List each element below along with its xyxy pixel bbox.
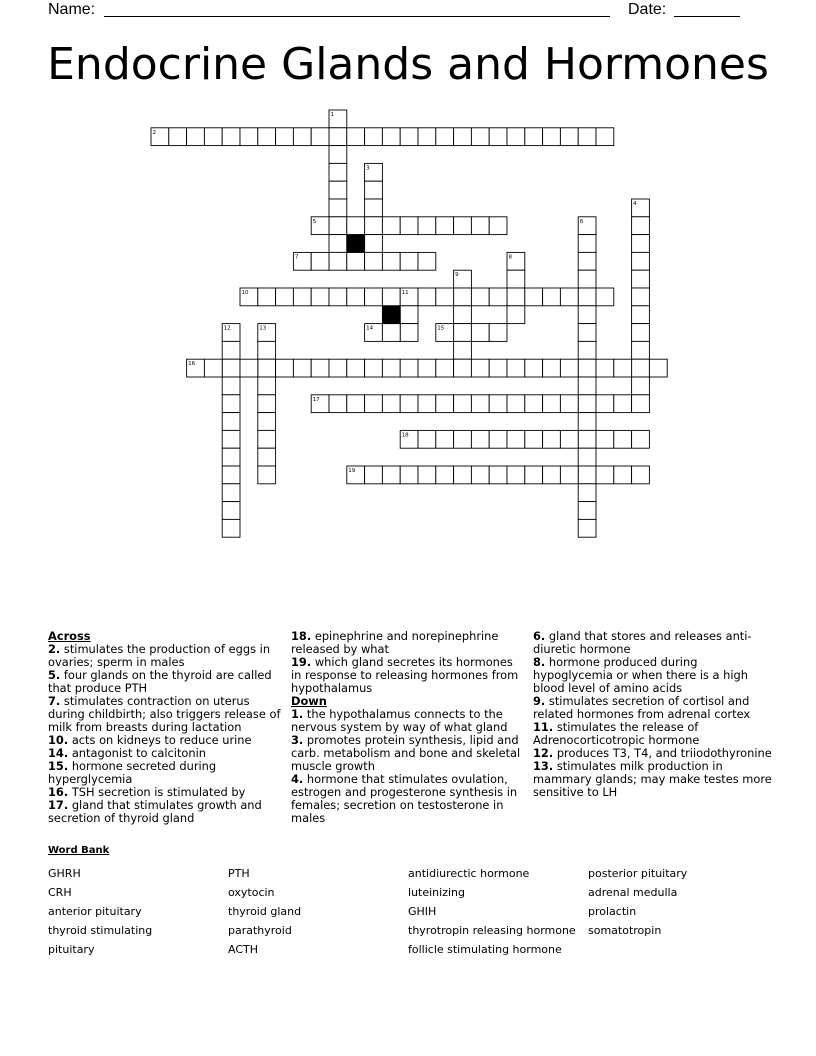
- clue-number-label: 11: [401, 290, 409, 296]
- grid-cell[interactable]: [400, 324, 418, 342]
- grid-cell[interactable]: [258, 413, 276, 431]
- clue-number-label: 6: [579, 218, 584, 225]
- word-bank-column-3: [408, 864, 576, 959]
- word-bank-title: Word Bank: [48, 845, 110, 856]
- grid-cell[interactable]: [596, 430, 614, 448]
- grid-cell[interactable]: [578, 413, 596, 431]
- word-bank-column-4: [588, 864, 687, 940]
- word-bank-item: antidiurectic hormone: [408, 867, 530, 880]
- grid-cell[interactable]: [489, 359, 507, 377]
- grid-cell[interactable]: [382, 128, 400, 146]
- grid-cell[interactable]: [329, 395, 347, 413]
- word-bank-item: GHIH: [408, 905, 437, 918]
- word-bank-item: oxytocin: [228, 886, 275, 899]
- grid-cell[interactable]: [222, 359, 240, 377]
- clues-column-1: [48, 630, 286, 825]
- grid-cell[interactable]: [489, 395, 507, 413]
- grid-cell[interactable]: [454, 466, 472, 484]
- grid-cell[interactable]: [365, 199, 383, 217]
- grid-cell[interactable]: [276, 288, 294, 306]
- word-bank-item: PTH: [228, 867, 250, 880]
- clue-down-4: 4. hormone that stimulates ovulation, estrogen and progesterone synthesis in females; secretion on testosterone in males: [291, 772, 518, 825]
- grid-cell[interactable]: [222, 395, 240, 413]
- grid-cell[interactable]: [382, 359, 400, 377]
- grid-cell[interactable]: [507, 288, 525, 306]
- grid-cell[interactable]: [614, 395, 632, 413]
- word-bank-item: somatotropin: [588, 924, 662, 937]
- word-bank-item: prolactin: [588, 905, 637, 918]
- clue-number-label: 13: [259, 325, 267, 332]
- grid-cell[interactable]: [632, 288, 650, 306]
- clue-across-7: 7. stimulates contraction on uterus during childbirth; also triggers release of milk from breasts during lactation: [48, 694, 281, 734]
- grid-cell[interactable]: [222, 413, 240, 431]
- clue-down-6: 6. gland that stores and releases anti-diuretic hormone: [533, 629, 752, 656]
- clue-number-label: 12: [223, 325, 231, 332]
- grid-cell[interactable]: [222, 502, 240, 520]
- grid-cell[interactable]: [525, 430, 543, 448]
- grid-cell[interactable]: [632, 395, 650, 413]
- grid-cell[interactable]: [454, 128, 472, 146]
- grid-cell[interactable]: [382, 324, 400, 342]
- grid-cell[interactable]: [365, 252, 383, 270]
- grid-cell[interactable]: [222, 484, 240, 502]
- word-bank-item: posterior pituitary: [588, 867, 688, 880]
- grid-cell[interactable]: [471, 128, 489, 146]
- grid-cell[interactable]: [347, 359, 365, 377]
- grid-cell[interactable]: [596, 466, 614, 484]
- grid-cell[interactable]: [276, 128, 294, 146]
- grid-cell[interactable]: [365, 395, 383, 413]
- grid-cell[interactable]: [489, 324, 507, 342]
- clue-number-label: 3: [366, 165, 370, 172]
- date-label: Date:: [628, 1, 667, 18]
- grid-cell[interactable]: [632, 341, 650, 359]
- grid-cell[interactable]: [507, 359, 525, 377]
- grid-cell[interactable]: [365, 128, 383, 146]
- grid-cell[interactable]: [347, 252, 365, 270]
- grid-cell[interactable]: [418, 395, 436, 413]
- grid-cell[interactable]: [347, 288, 365, 306]
- grid-cell[interactable]: [258, 377, 276, 395]
- grid-cell[interactable]: [311, 128, 329, 146]
- grid-cell[interactable]: [222, 377, 240, 395]
- clue-number-label: 19: [348, 468, 356, 474]
- clue-number-label: 8: [508, 254, 512, 261]
- grid-cell[interactable]: [365, 359, 383, 377]
- clue-across-2: 2. stimulates the production of eggs in ovaries; sperm in males: [48, 642, 271, 669]
- grid-cell[interactable]: [596, 128, 614, 146]
- grid-cell[interactable]: [489, 288, 507, 306]
- grid-cell[interactable]: [222, 519, 240, 537]
- grid-cell[interactable]: [560, 359, 578, 377]
- grid-cell[interactable]: [578, 377, 596, 395]
- clue-number-label: 5: [312, 218, 317, 225]
- clue-across-19: 19. which gland secretes its hormones in response to releasing hormones from hypothalamus: [291, 655, 519, 695]
- word-bank-item: thyroid gland: [228, 905, 302, 918]
- grid-cell[interactable]: [525, 395, 543, 413]
- name-label: Name:: [48, 1, 96, 18]
- grid-cell[interactable]: [632, 324, 650, 342]
- clue-number-label: 9: [455, 272, 459, 279]
- grid-cell[interactable]: [436, 288, 454, 306]
- clue-number-label: 10: [241, 290, 249, 296]
- grid-cell[interactable]: [578, 324, 596, 342]
- word-bank-item: ACTH: [228, 943, 259, 956]
- clue-number-label: 4: [633, 201, 637, 207]
- word-bank-item: adrenal medulla: [588, 886, 678, 899]
- grid-cell[interactable]: [543, 359, 561, 377]
- grid-cell[interactable]: [311, 359, 329, 377]
- clue-number-label: 14: [366, 325, 374, 332]
- grid-cell[interactable]: [489, 128, 507, 146]
- grid-cell[interactable]: [400, 217, 418, 235]
- grid-cell[interactable]: [507, 430, 525, 448]
- grid-cell[interactable]: [560, 430, 578, 448]
- grid-cell[interactable]: [400, 128, 418, 146]
- grid-cell[interactable]: [436, 128, 454, 146]
- grid-cell[interactable]: [632, 377, 650, 395]
- grid-cell[interactable]: [578, 395, 596, 413]
- grid-cell[interactable]: [596, 288, 614, 306]
- grid-cell[interactable]: [418, 359, 436, 377]
- clue-down-12: 12. produces T3, T4, and triiodothyronine: [533, 746, 772, 760]
- clue-down-9: 9. stimulates secretion of cortisol and related hormones from adrenal cortex: [533, 694, 751, 721]
- grid-cell[interactable]: [418, 128, 436, 146]
- grid-cell[interactable]: [454, 341, 472, 359]
- grid-cell[interactable]: [382, 252, 400, 270]
- grid-cell[interactable]: [347, 128, 365, 146]
- grid-cell[interactable]: [632, 466, 650, 484]
- grid-cell[interactable]: [489, 466, 507, 484]
- grid-cell[interactable]: [507, 128, 525, 146]
- word-bank-column-1: [48, 864, 152, 959]
- grid-cell[interactable]: [454, 395, 472, 413]
- clue-down-3: 3. promotes protein synthesis, lipid and carb. metabolism and bone and skeletal muscle growth: [291, 733, 521, 773]
- grid-cell[interactable]: [329, 163, 347, 181]
- grid-cell[interactable]: [382, 288, 400, 306]
- grid-cell[interactable]: [578, 306, 596, 324]
- clues-column-3: [533, 630, 773, 799]
- grid-cell[interactable]: [204, 359, 222, 377]
- word-bank-item: thyrotropin releasing hormone: [408, 924, 576, 937]
- grid-cell[interactable]: [436, 359, 454, 377]
- grid-cell[interactable]: [222, 448, 240, 466]
- grid-cell[interactable]: [400, 466, 418, 484]
- clue-number-label: 17: [312, 396, 320, 403]
- grid-cell[interactable]: [507, 270, 525, 288]
- grid-cell[interactable]: [329, 217, 347, 235]
- grid-cell[interactable]: [347, 395, 365, 413]
- grid-cell[interactable]: [560, 466, 578, 484]
- word-bank-item: GHRH: [48, 867, 81, 880]
- grid-cell[interactable]: [578, 341, 596, 359]
- grid-cell[interactable]: [596, 395, 614, 413]
- grid-cell[interactable]: [632, 270, 650, 288]
- grid-cell[interactable]: [347, 217, 365, 235]
- grid-cell[interactable]: [489, 217, 507, 235]
- grid-cell[interactable]: [418, 252, 436, 270]
- grid-cell[interactable]: [400, 359, 418, 377]
- grid-cell[interactable]: [454, 324, 472, 342]
- grid-cell[interactable]: [614, 466, 632, 484]
- grid-cell[interactable]: [258, 430, 276, 448]
- clue-number-label: 15: [437, 325, 445, 332]
- grid-cell[interactable]: [632, 217, 650, 235]
- grid-cell[interactable]: [525, 128, 543, 146]
- grid-cell[interactable]: [454, 217, 472, 235]
- grid-cell[interactable]: [543, 288, 561, 306]
- grid-cell[interactable]: [525, 288, 543, 306]
- grid-cell[interactable]: [578, 359, 596, 377]
- grid-block: [382, 306, 400, 324]
- grid-cell[interactable]: [507, 306, 525, 324]
- page-title: Endocrine Glands and Hormones: [47, 39, 769, 90]
- grid-cell[interactable]: [365, 235, 383, 253]
- word-bank-item: CRH: [48, 886, 72, 899]
- grid-cell[interactable]: [293, 359, 311, 377]
- clue-down-13: 13. stimulates milk production in mammary glands; may make testes more sensitive to LH: [533, 759, 772, 799]
- word-bank-item: parathyroid: [228, 924, 292, 937]
- grid-cell[interactable]: [418, 217, 436, 235]
- grid-cell[interactable]: [382, 217, 400, 235]
- grid-cell[interactable]: [525, 359, 543, 377]
- grid-cell[interactable]: [436, 395, 454, 413]
- grid-cell[interactable]: [578, 484, 596, 502]
- grid-cell[interactable]: [276, 359, 294, 377]
- grid-block: [347, 235, 365, 253]
- grid-cell[interactable]: [222, 430, 240, 448]
- clue-across-15: 15. hormone secreted during hyperglycemia: [48, 759, 217, 786]
- grid-cell[interactable]: [365, 288, 383, 306]
- grid-cell[interactable]: [543, 430, 561, 448]
- grid-cell[interactable]: [258, 341, 276, 359]
- grid-cell[interactable]: [293, 288, 311, 306]
- grid-cell[interactable]: [543, 466, 561, 484]
- grid-cell[interactable]: [258, 288, 276, 306]
- grid-cell[interactable]: [329, 181, 347, 199]
- grid-cell[interactable]: [400, 306, 418, 324]
- grid-cell[interactable]: [329, 128, 347, 146]
- grid-cell[interactable]: [578, 519, 596, 537]
- grid-cell[interactable]: [632, 359, 650, 377]
- grid-cell[interactable]: [329, 235, 347, 253]
- grid-cell[interactable]: [560, 288, 578, 306]
- grid-cell[interactable]: [507, 466, 525, 484]
- word-bank-item: luteinizing: [408, 886, 465, 899]
- clue-across-14: 14. antagonist to calcitonin: [48, 746, 206, 760]
- grid-cell[interactable]: [365, 466, 383, 484]
- grid-cell[interactable]: [240, 128, 258, 146]
- grid-cell[interactable]: [311, 252, 329, 270]
- grid-cell[interactable]: [471, 288, 489, 306]
- grid-cell[interactable]: [222, 466, 240, 484]
- grid-cell[interactable]: [471, 359, 489, 377]
- clue-number-label: 1: [330, 112, 334, 118]
- grid-cell[interactable]: [240, 359, 258, 377]
- clue-number-label: 16: [188, 361, 196, 368]
- grid-cell[interactable]: [454, 359, 472, 377]
- grid-cell[interactable]: [329, 359, 347, 377]
- grid-cell[interactable]: [436, 466, 454, 484]
- clue-across-16: 16. TSH secretion is stimulated by: [48, 785, 246, 799]
- clue-number-label: 18: [401, 432, 409, 439]
- grid-cell[interactable]: [632, 235, 650, 253]
- grid-cell[interactable]: [596, 359, 614, 377]
- grid-cell[interactable]: [222, 128, 240, 146]
- grid-cell[interactable]: [543, 128, 561, 146]
- grid-cell[interactable]: [578, 128, 596, 146]
- grid-cell[interactable]: [560, 395, 578, 413]
- grid-cell[interactable]: [454, 306, 472, 324]
- grid-cell[interactable]: [436, 430, 454, 448]
- grid-cell[interactable]: [454, 430, 472, 448]
- grid-cell[interactable]: [400, 395, 418, 413]
- grid-cell[interactable]: [311, 288, 329, 306]
- clue-down-11: 11. stimulates the release of Adrenocorticotropic hormone: [533, 720, 700, 747]
- grid-cell[interactable]: [632, 252, 650, 270]
- clue-number-label: 2: [152, 129, 156, 136]
- grid-cell[interactable]: [382, 395, 400, 413]
- grid-cell[interactable]: [382, 466, 400, 484]
- across-heading: Across: [48, 629, 91, 643]
- clue-down-8: 8. hormone produced during hypoglycemia or when there is a high blood level of amino acids: [533, 655, 748, 695]
- grid-cell[interactable]: [400, 252, 418, 270]
- grid-cell[interactable]: [578, 252, 596, 270]
- grid-cell[interactable]: [578, 235, 596, 253]
- grid-cell[interactable]: [632, 306, 650, 324]
- grid-cell[interactable]: [578, 270, 596, 288]
- grid-cell[interactable]: [543, 395, 561, 413]
- word-bank-item: thyroid stimulating: [48, 924, 153, 937]
- clue-across-5: 5. four glands on the thyroid are called that produce PTH: [48, 668, 272, 695]
- word-bank-item: follicle stimulating hormone: [408, 943, 562, 956]
- clue-down-1: 1. the hypothalamus connects to the nervous system by way of what gland: [291, 707, 508, 734]
- word-bank-item: anterior pituitary: [48, 905, 142, 918]
- grid-cell[interactable]: [204, 128, 222, 146]
- grid-cell[interactable]: [560, 128, 578, 146]
- down-heading: Down: [291, 694, 327, 708]
- grid-cell[interactable]: [169, 128, 187, 146]
- grid-cell[interactable]: [471, 324, 489, 342]
- grid-cell[interactable]: [578, 288, 596, 306]
- clues-column-2: [291, 630, 523, 825]
- grid-cell[interactable]: [329, 288, 347, 306]
- clue-across-18: 18. epinephrine and norepinephrine released by what: [291, 629, 499, 656]
- word-bank-column-2: [228, 864, 301, 959]
- grid-cell[interactable]: [578, 502, 596, 520]
- grid-cell[interactable]: [614, 430, 632, 448]
- grid-cell[interactable]: [471, 395, 489, 413]
- grid-cell[interactable]: [525, 466, 543, 484]
- grid-cell[interactable]: [454, 288, 472, 306]
- clue-across-10: 10. acts on kidneys to reduce urine: [48, 733, 252, 747]
- grid-cell[interactable]: [578, 430, 596, 448]
- grid-cell[interactable]: [258, 128, 276, 146]
- grid-cell[interactable]: [471, 217, 489, 235]
- grid-cell[interactable]: [258, 395, 276, 413]
- grid-cell[interactable]: [258, 359, 276, 377]
- grid-cell[interactable]: [365, 217, 383, 235]
- grid-cell[interactable]: [632, 430, 650, 448]
- grid-cell[interactable]: [293, 128, 311, 146]
- grid-cell[interactable]: [489, 430, 507, 448]
- grid-cell[interactable]: [365, 181, 383, 199]
- grid-cell[interactable]: [222, 341, 240, 359]
- grid-cell[interactable]: [258, 466, 276, 484]
- word-bank-item: pituitary: [48, 943, 95, 956]
- grid-cell[interactable]: [436, 217, 454, 235]
- grid-cell[interactable]: [649, 359, 667, 377]
- grid-cell[interactable]: [418, 430, 436, 448]
- grid-cell[interactable]: [578, 448, 596, 466]
- grid-cell[interactable]: [258, 448, 276, 466]
- grid-cell[interactable]: [329, 146, 347, 164]
- grid-cell[interactable]: [329, 252, 347, 270]
- grid-cell[interactable]: [614, 359, 632, 377]
- clue-number-label: 7: [294, 254, 299, 261]
- grid-cell[interactable]: [329, 199, 347, 217]
- grid-cell[interactable]: [187, 128, 205, 146]
- grid-cell[interactable]: [507, 395, 525, 413]
- clue-across-17: 17. gland that stimulates growth and secretion of thyroid gland: [48, 798, 262, 825]
- grid-cell[interactable]: [578, 466, 596, 484]
- grid-cell[interactable]: [418, 288, 436, 306]
- grid-cell[interactable]: [418, 466, 436, 484]
- grid-cell[interactable]: [471, 430, 489, 448]
- grid-cell[interactable]: [471, 466, 489, 484]
